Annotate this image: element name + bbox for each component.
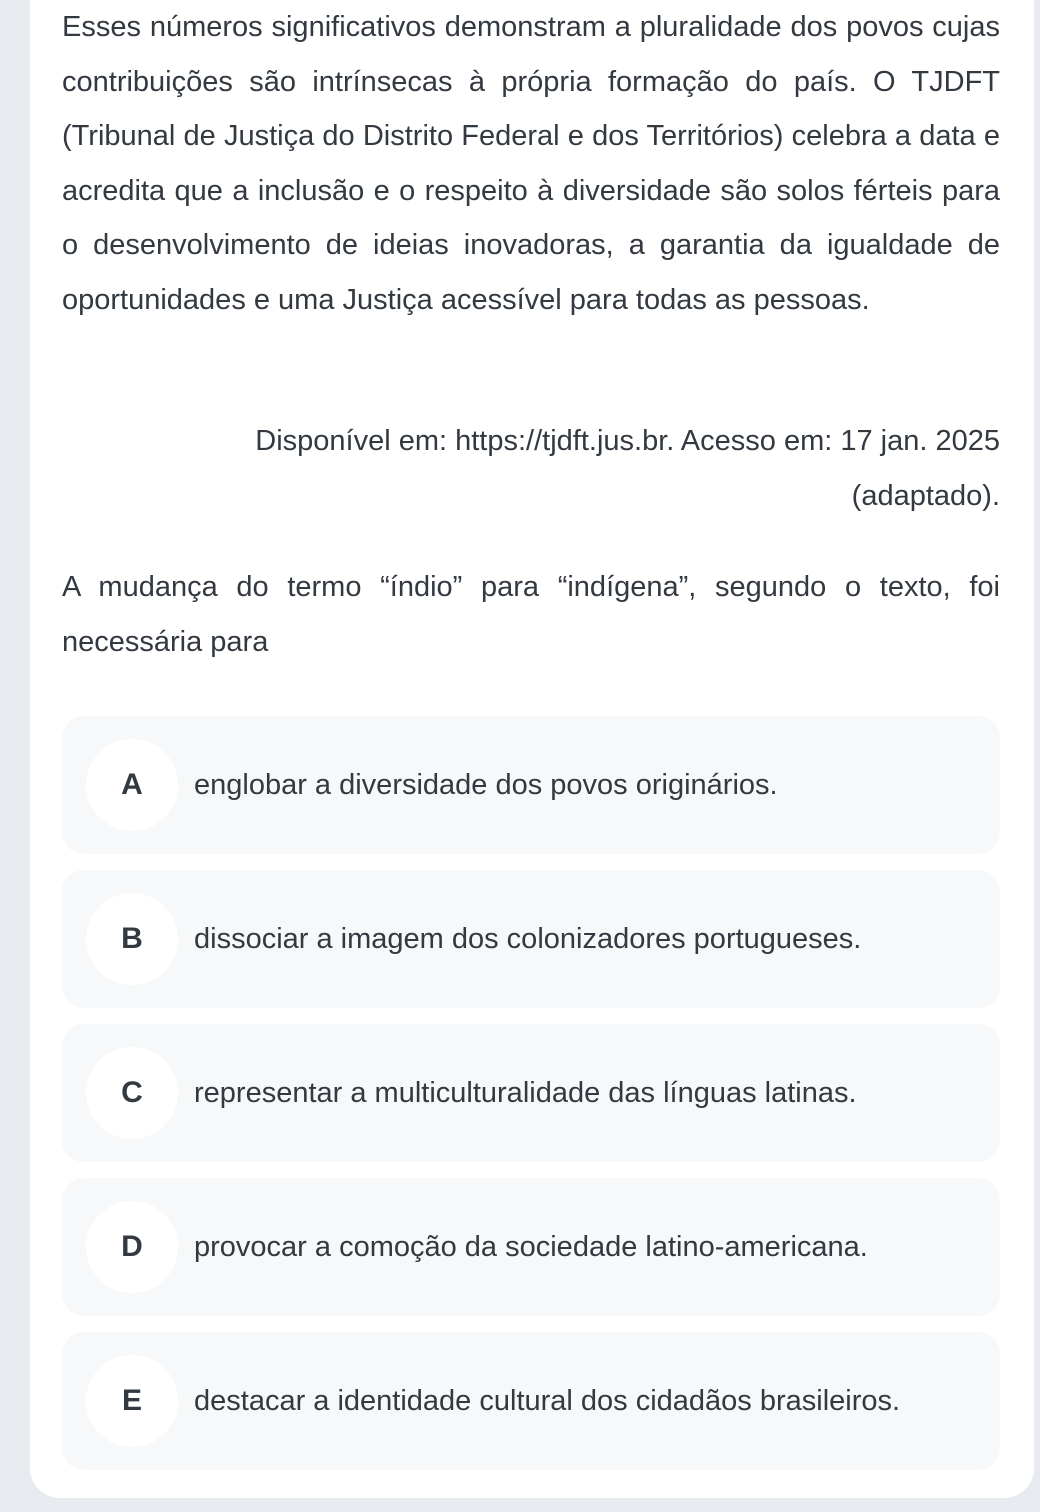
option-e[interactable] — [62, 1332, 1000, 1470]
option-text: representar a multiculturalidade das línguas latinas. — [194, 1076, 857, 1109]
option-letter-badge: D — [86, 1201, 178, 1293]
source-citation — [200, 414, 1000, 523]
option-d[interactable] — [62, 1178, 1000, 1316]
option-letter-badge: A — [86, 739, 178, 831]
source-line-2: (adaptado). — [851, 479, 1000, 512]
option-a[interactable] — [62, 716, 1000, 854]
option-text: englobar a diversidade dos povos originários. — [194, 768, 778, 801]
option-letter-badge: E — [86, 1355, 178, 1447]
option-letter-badge: C — [86, 1047, 178, 1139]
option-b[interactable] — [62, 870, 1000, 1008]
source-line-1: Disponível em: https://tjdft.jus.br. Acesso em: 17 jan. 2025 — [255, 425, 1000, 457]
option-text: dissociar a imagem dos colonizadores portugueses. — [194, 922, 862, 955]
passage-text: Esses números significativos demonstram a pluralidade dos povos cujas contribuições são intrínsecas à própria formação do país. O TJDFT (Tribunal de Justiça do Distrito Federal e dos Territórios) celebra a data e acredita que a inclusão e o respeito à diversidade são solos férteis para o desenvolvimento de ideias inovadoras, a garantia da igualdade de oportunidades e uma Justiça acessível para todas as pessoas. — [62, 11, 1000, 316]
option-text: provocar a comoção da sociedade latino-americana. — [194, 1230, 868, 1263]
option-c[interactable] — [62, 1024, 1000, 1162]
option-letter-badge: B — [86, 893, 178, 985]
option-text: destacar a identidade cultural dos cidadãos brasileiros. — [194, 1384, 901, 1417]
question-text: A mudança do termo “índio” para “indígena”, segundo o texto, foi necessária para — [62, 571, 1000, 658]
